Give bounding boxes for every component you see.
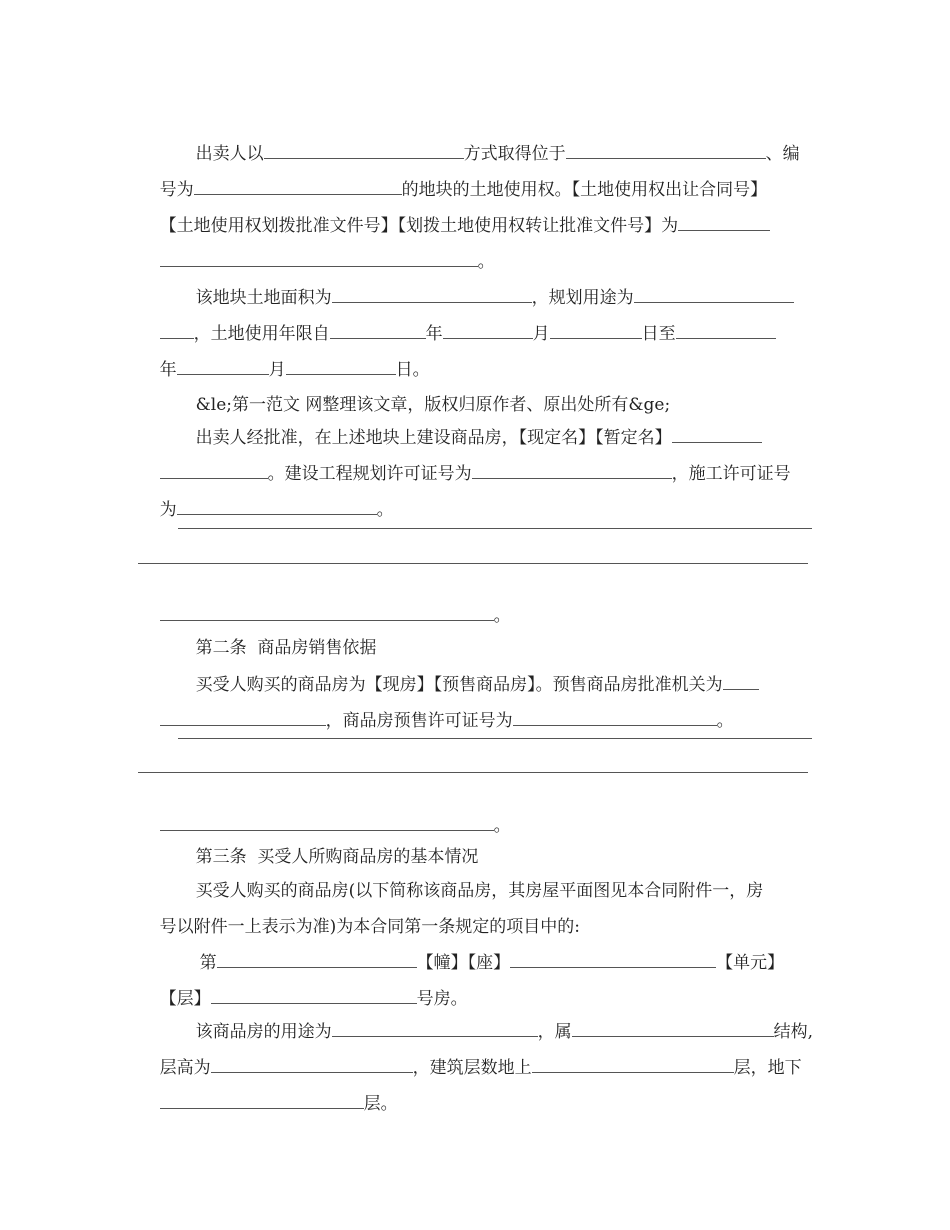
heading: 第二条 商品房销售依据: [195, 638, 377, 658]
art3-line-7: [138, 1070, 813, 1114]
blank-field: [513, 709, 717, 726]
text: 、编: [765, 144, 800, 164]
text: 层高为: [159, 1058, 211, 1078]
blank-rule: [178, 738, 812, 739]
blank-field: [160, 709, 326, 726]
blank-field: [177, 498, 377, 515]
text: 为: [159, 500, 177, 520]
text: 层。: [363, 1094, 398, 1114]
text: 出卖人以: [195, 144, 264, 164]
text: 号以附件一上表示为准)为本合同第一条规定的项目中的:: [159, 917, 580, 937]
text: 。: [376, 500, 394, 520]
art3-line-1: [138, 858, 813, 901]
text: 。: [716, 711, 734, 731]
text: 层，地下: [733, 1058, 802, 1078]
text: 。建设工程规划许可证号为: [267, 464, 472, 484]
p3-line-1: [138, 404, 813, 448]
text: 月: [532, 324, 550, 344]
p1-line-4: [138, 228, 813, 272]
art2-line-1: [138, 651, 813, 695]
p1-line-1: [138, 120, 813, 164]
text: ，规划用途为: [531, 288, 634, 308]
art3-line-4: [138, 965, 813, 1009]
article-3-title: [138, 824, 813, 867]
p3-line-2: [138, 440, 813, 484]
p3-line-3: [138, 476, 813, 520]
text: 日至: [641, 324, 676, 344]
blank-rule: [138, 563, 808, 564]
text: ，建筑层数地上: [412, 1058, 532, 1078]
text: 【层】: [159, 989, 211, 1009]
text: ，属: [537, 1022, 572, 1042]
text: 。: [493, 606, 511, 626]
text: ，商品房预售许可证号为: [325, 711, 513, 731]
text: 。: [493, 816, 511, 836]
p1-line-3: [138, 192, 813, 236]
text: 第: [199, 953, 217, 973]
text: 。: [477, 252, 495, 272]
blank-field: [160, 1092, 364, 1109]
art3-line-5: [138, 998, 814, 1042]
text: 该商品房的用途为: [195, 1022, 332, 1042]
art2-line-2: [138, 687, 813, 731]
blank-rule: [138, 772, 808, 773]
text: 【幢】【座】: [416, 953, 511, 973]
text: 号房。: [416, 989, 468, 1009]
text: 【单元】: [716, 953, 785, 973]
p1-line-2: [138, 156, 813, 200]
art3-line-6: [138, 1034, 813, 1078]
text: 方式取得位于: [463, 144, 566, 164]
text: 号为: [159, 180, 194, 200]
text: 买受人购买的商品房为【现房】【预售商品房】。预售商品房批准机关为: [195, 675, 723, 695]
art2-end-line: [138, 792, 813, 836]
text: 年: [159, 360, 177, 380]
text: 年: [425, 324, 443, 344]
text: &le;第一范文 网整理该文章，版权归原作者、原出处所有&ge;: [195, 395, 671, 415]
text: 【土地使用权划拨批准文件号】【划拨土地使用权转让批准文件号】为: [159, 216, 679, 236]
copyright-notice: [138, 372, 813, 415]
p2-line-3: [138, 336, 813, 380]
art3-line-3: [138, 929, 813, 973]
text: ，施工许可证号: [671, 464, 791, 484]
art3-line-2: [138, 894, 813, 937]
heading: 第三条 买受人所购商品房的基本情况: [195, 847, 479, 867]
text: 月: [268, 360, 286, 380]
text: ，土地使用年限自: [193, 324, 330, 344]
p2-line-2: [138, 300, 813, 344]
blank-rule: [178, 528, 812, 529]
p2-line-1: [138, 264, 813, 308]
text: 买受人购买的商品房(以下简称该商品房，其房屋平面图见本合同附件一，房: [195, 881, 764, 901]
text: 出卖人经批准，在上述地块上建设商品房，【现定名】【暂定名】: [195, 428, 672, 448]
text: 的地块的土地使用权。【土地使用权出让合同号】: [401, 180, 768, 200]
article-2-title: [138, 615, 813, 658]
text: 该地块土地面积为: [195, 288, 332, 308]
text: 日。: [395, 360, 430, 380]
text: 结构,: [773, 1022, 814, 1042]
p3-end-line: [138, 582, 813, 626]
